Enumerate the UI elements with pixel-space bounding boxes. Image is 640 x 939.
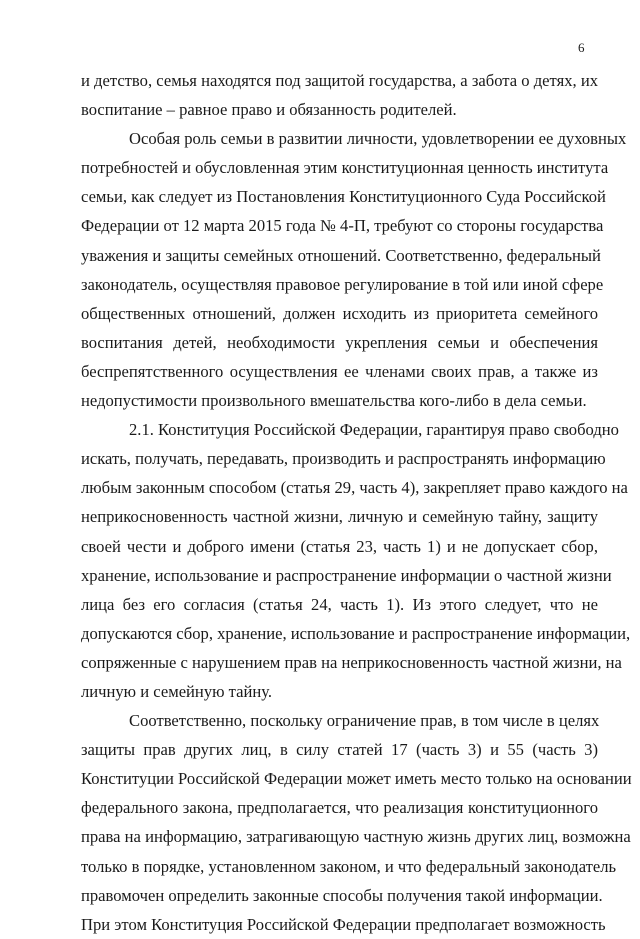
text-line: потребностей и обусловленная этим конституционная ценность института: [81, 158, 609, 178]
text-line: искать, получать, передавать, производить и распространять информацию: [81, 449, 606, 469]
text-line: любым законным способом (статья 29, часть 4), закрепляет право каждого на: [81, 478, 628, 498]
text-line: Конституции Российской Федерации может иметь место только на основании: [81, 769, 632, 789]
page-number: 6: [578, 40, 585, 55]
text-line: права на информацию, затрагивающую частную жизнь других лиц, возможна: [81, 827, 631, 847]
text-line: воспитания детей, необходимости укрепления семьи и обеспечения: [81, 332, 598, 352]
text-line: Соответственно, поскольку ограничение прав, в том числе в целях: [129, 711, 600, 731]
paragraph: [81, 706, 632, 939]
text-line: правомочен определить законные способы получения такой информации.: [81, 885, 603, 905]
text-line: уважения и защиты семейных отношений. Соответственно, федеральный: [81, 245, 601, 265]
text-line: При этом Конституция Российской Федерации предполагает возможность: [81, 914, 606, 934]
text-line: сопряженные с нарушением прав на неприкосновенность частной жизни, на: [81, 652, 622, 672]
text-line: защиты прав других лиц, в силу статей 17 (часть 3) и 55 (часть 3): [81, 740, 598, 760]
text-line: 2.1. Конституция Российской Федерации, гарантируя право свободно: [129, 420, 619, 440]
paragraph: [81, 415, 631, 706]
text-line: семьи, как следует из Постановления Конституционного Суда Российской: [81, 187, 606, 207]
text-line: общественных отношений, должен исходить из приоритета семейного: [81, 303, 598, 323]
text-line: законодатель, осуществляя правовое регулирование в той или иной сфере: [81, 274, 604, 294]
text-line: и детство, семья находятся под защитой государства, а забота о детях, их: [81, 71, 598, 90]
text-line: неприкосновенность частной жизни, личную и семейную тайну, защиту: [81, 507, 598, 527]
paragraph: [81, 124, 627, 415]
text-line: Федерации от 12 марта 2015 года № 4-П, требуют со стороны государства: [81, 216, 604, 236]
text-line: беспрепятственного осуществления ее членами своих прав, а также из: [81, 361, 598, 381]
text-line: допускаются сбор, хранение, использование и распространение информации,: [81, 623, 631, 643]
text-line: воспитание – равное право и обязанность родителей.: [81, 100, 457, 120]
text-line: федерального закона, предполагается, что реализация конституционного: [81, 798, 598, 818]
text-line: личную и семейную тайну.: [81, 681, 273, 701]
text-line: Особая роль семьи в развитии личности, удовлетворении ее духовных: [129, 129, 627, 149]
paragraph: [81, 66, 598, 124]
text-line: только в порядке, установленном законом, и что федеральный законодатель: [81, 856, 617, 876]
text-line: недопустимости произвольного вмешательства кого-либо в дела семьи.: [81, 391, 587, 411]
text-line: лица без его согласия (статья 24, часть 1). Из этого следует, что не: [81, 594, 598, 614]
text-line: хранение, использование и распространение информации о частной жизни: [81, 565, 612, 585]
text-line: своей чести и доброго имени (статья 23, часть 1) и не допускает сбор,: [81, 536, 598, 556]
document-body: [81, 66, 632, 939]
